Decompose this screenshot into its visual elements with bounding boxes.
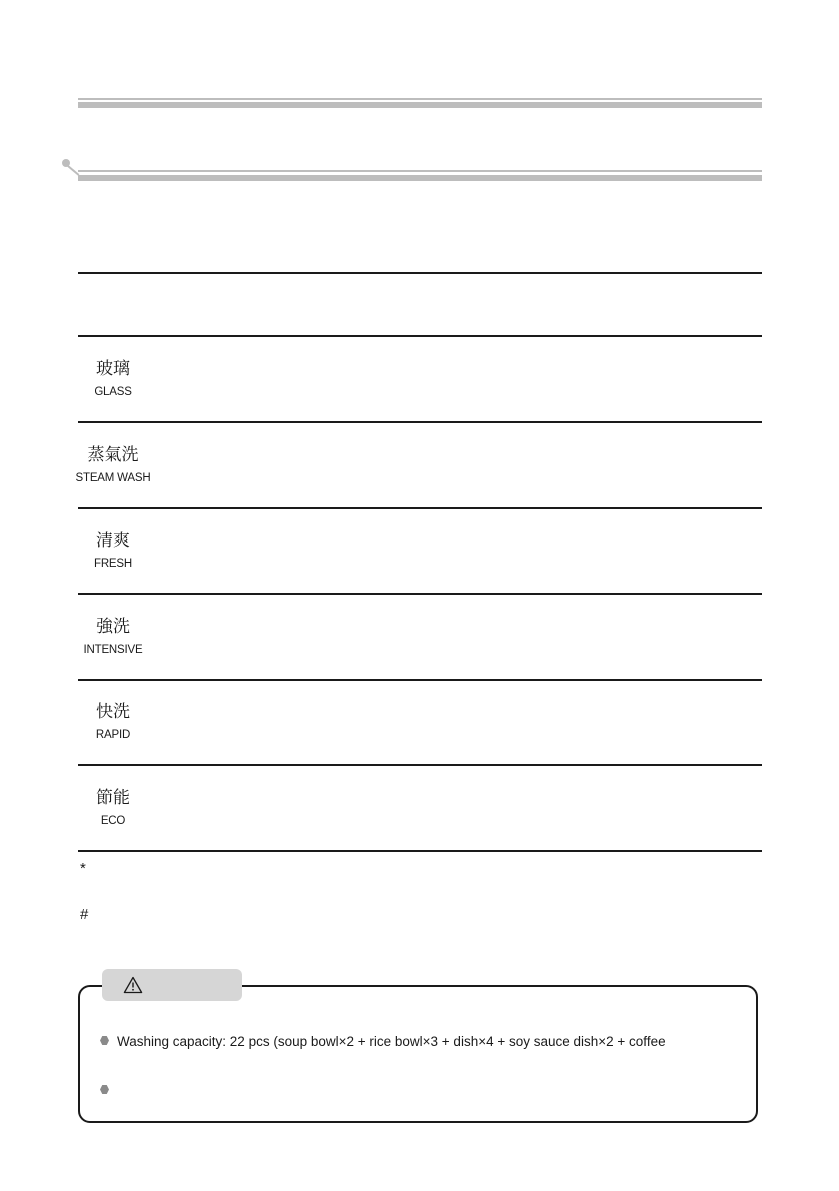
program-row-rapid xyxy=(66,701,160,743)
table-rule-top xyxy=(78,272,762,274)
program-name-zh: 蒸氣洗 xyxy=(87,445,139,465)
footnote-hash: # xyxy=(80,906,89,923)
section-rule-thick xyxy=(78,175,762,181)
caution-tab xyxy=(102,969,242,1001)
table-rule xyxy=(78,507,762,509)
hexagon-bullet-icon xyxy=(100,1036,109,1045)
caution-bullet xyxy=(100,1083,750,1098)
program-name-en: FRESH xyxy=(94,558,132,570)
table-rule xyxy=(78,593,762,595)
table-rule xyxy=(78,679,762,681)
warning-triangle-icon xyxy=(123,976,143,994)
program-name-en: GLASS xyxy=(94,386,132,398)
table-rule xyxy=(78,764,762,766)
program-row-glass xyxy=(66,358,160,400)
caution-box xyxy=(78,985,758,1123)
caution-bullet-text: Washing capacity: 22 pcs (soup bowl×2 + rice bowl×3 + dish×4 + soy sauce dish×2 + coffee xyxy=(117,1034,666,1049)
section-rule-thin xyxy=(78,170,762,172)
header-rule-thin xyxy=(78,98,762,100)
header-rule-thick xyxy=(78,102,762,108)
program-name-en: STEAM WASH xyxy=(75,472,151,484)
program-name-en: RAPID xyxy=(95,729,131,741)
table-rule xyxy=(78,421,762,423)
program-name-zh: 玻璃 xyxy=(96,359,130,379)
hexagon-bullet-icon xyxy=(100,1085,109,1094)
program-row-eco xyxy=(66,787,160,829)
program-name-zh: 強洗 xyxy=(96,617,130,637)
footnote-asterisk: * xyxy=(80,860,86,877)
table-rule-bottom xyxy=(78,850,762,852)
program-row-intensive xyxy=(66,616,160,658)
program-name-en: ECO xyxy=(100,815,126,827)
caution-bullet xyxy=(100,1034,750,1049)
program-name-zh: 節能 xyxy=(96,788,130,808)
program-name-zh: 清爽 xyxy=(96,531,130,551)
table-rule-header xyxy=(78,335,762,337)
program-name-zh: 快洗 xyxy=(96,702,130,722)
program-name-en: INTENSIVE xyxy=(83,644,143,656)
program-row-fresh xyxy=(66,530,160,572)
program-row-steam-wash xyxy=(66,444,160,486)
